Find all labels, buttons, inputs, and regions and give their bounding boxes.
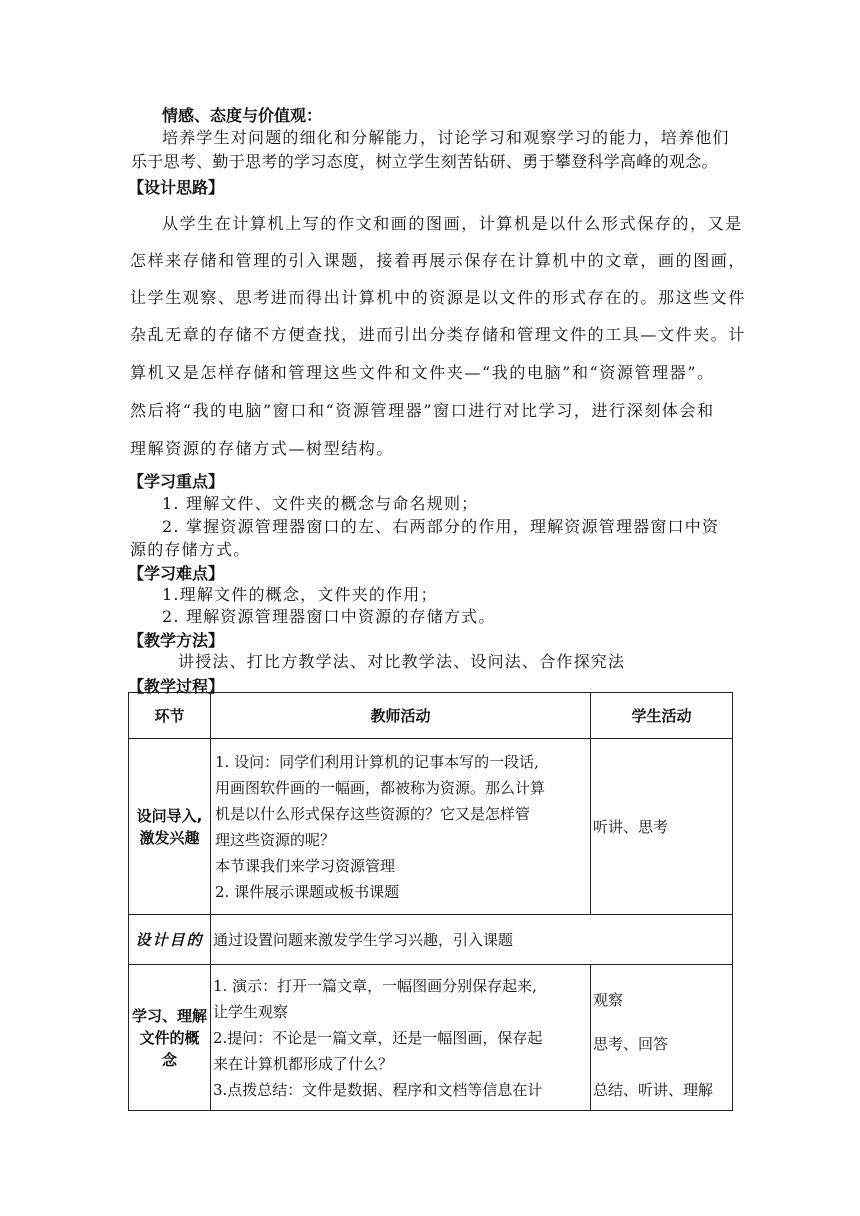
methods-text: 讲授法、打比方教学法、对比教学法、设问法、合作探究法 — [178, 652, 626, 671]
teacher-line: 用画图软件画的一幅画，都被称为资源。那么计算 — [215, 778, 546, 797]
student-line: 思考、回答 — [593, 1035, 669, 1053]
key-points-heading: 【学习重点】 — [128, 472, 225, 491]
teacher-line: 2. 课件展示课题或板书课题 — [215, 882, 400, 901]
stage-line: 设问导入, — [136, 806, 203, 825]
purpose-label: 设计目的 — [129, 915, 211, 965]
header-stage: 环节 — [129, 693, 211, 739]
teacher-line: 1. 演示：打开一篇文章，一幅图画分别保存起来, — [213, 977, 537, 995]
emotion-line-1: 培养学生对问题的细化和分解能力，讨论学习和观察学习的能力，培养他们 — [162, 128, 730, 147]
teacher-line: 机是以什么形式保存这些资源的？它又是怎样管 — [215, 804, 531, 823]
table-row — [129, 739, 733, 915]
emotion-title: 情感、态度与价值观： — [162, 106, 323, 125]
student-cell: 听讲、思考 — [591, 739, 733, 915]
difficulty-2: 2. 理解资源管理器窗口中资源的存储方式。 — [162, 607, 496, 626]
key-point-2-cont: 源的存储方式。 — [130, 540, 251, 559]
difficulties-heading: 【学习难点】 — [128, 564, 225, 583]
emotion-line-2: 乐于思考、勤于思考的学习态度，树立学生刻苦钻研、勇于攀登科学高峰的观念。 — [131, 152, 718, 171]
teacher-cell — [211, 965, 591, 1111]
teacher-line: 2.提问：不论是一篇文章，还是一幅图画，保存起 — [213, 1029, 543, 1047]
methods-heading: 【教学方法】 — [128, 631, 225, 650]
table-header-row — [129, 693, 733, 739]
difficulty-1: 1.理解文件的概念，文件夹的作用； — [162, 585, 438, 604]
purpose-text: 通过设置问题来激发学生学习兴趣，引入课题 — [211, 915, 733, 965]
process-heading: 【教学过程】 — [128, 677, 225, 696]
student-line: 观察 — [593, 991, 624, 1009]
teacher-line: 来在计算机都形成了什么？ — [213, 1055, 394, 1073]
teacher-cell — [211, 739, 591, 915]
stage-line: 学习、理解 — [131, 1006, 207, 1025]
table-row — [129, 965, 733, 1111]
header-teacher: 教师活动 — [211, 693, 591, 739]
teacher-line: 让学生观察 — [213, 1003, 289, 1021]
design-line: 杂乱无章的存储不方便查找，进而引出分类存储和管理文件的工具—文件夹。计 — [130, 325, 747, 344]
teacher-line: 理这些资源的呢？ — [215, 830, 336, 849]
design-line: 让学生观察、思考进而得出计算机中的资源是以文件的形式存在的。那这些文件 — [130, 288, 747, 307]
teacher-line: 1. 设问：同学们利用计算机的记事本写的一段话, — [215, 752, 539, 771]
teacher-line: 3.点拨总结：文件是数据、程序和文档等信息在计 — [213, 1081, 543, 1099]
stage-cell — [129, 739, 211, 915]
student-line: 总结、听讲、理解 — [593, 1081, 714, 1099]
design-line: 理解资源的存储方式—树型结构。 — [130, 439, 395, 458]
stage-cell — [129, 965, 211, 1111]
stage-line: 念 — [161, 1050, 177, 1069]
teacher-line: 本节课我们来学习资源管理 — [215, 856, 396, 875]
design-line: 然后将“我的电脑”窗口和“资源管理器”窗口进行对比学习，进行深刻体会和 — [130, 401, 715, 420]
design-line: 算机又是怎样存储和管理这些文件和文件夹—“我的电脑”和“资源管理器”。 — [130, 363, 715, 382]
header-student: 学生活动 — [591, 693, 733, 739]
stage-line: 文件的概 — [139, 1028, 200, 1047]
process-table — [128, 692, 733, 1111]
design-line: 怎样来存储和管理的引入课题，接着再展示保存在计算机中的文章，画的图画， — [130, 251, 747, 270]
stage-line: 激发兴趣 — [139, 828, 200, 847]
key-point-1: 1. 理解文件、文件夹的概念与命名规则； — [162, 494, 479, 513]
design-heading: 【设计思路】 — [128, 178, 225, 197]
design-line: 从学生在计算机上写的作文和画的图画，计算机是以什么形式保存的，又是 — [162, 214, 743, 233]
student-cell — [591, 965, 733, 1111]
purpose-row — [129, 915, 733, 965]
key-point-2: 2. 掌握资源管理器窗口的左、右两部分的作用，理解资源管理器窗口中资 — [162, 517, 720, 536]
